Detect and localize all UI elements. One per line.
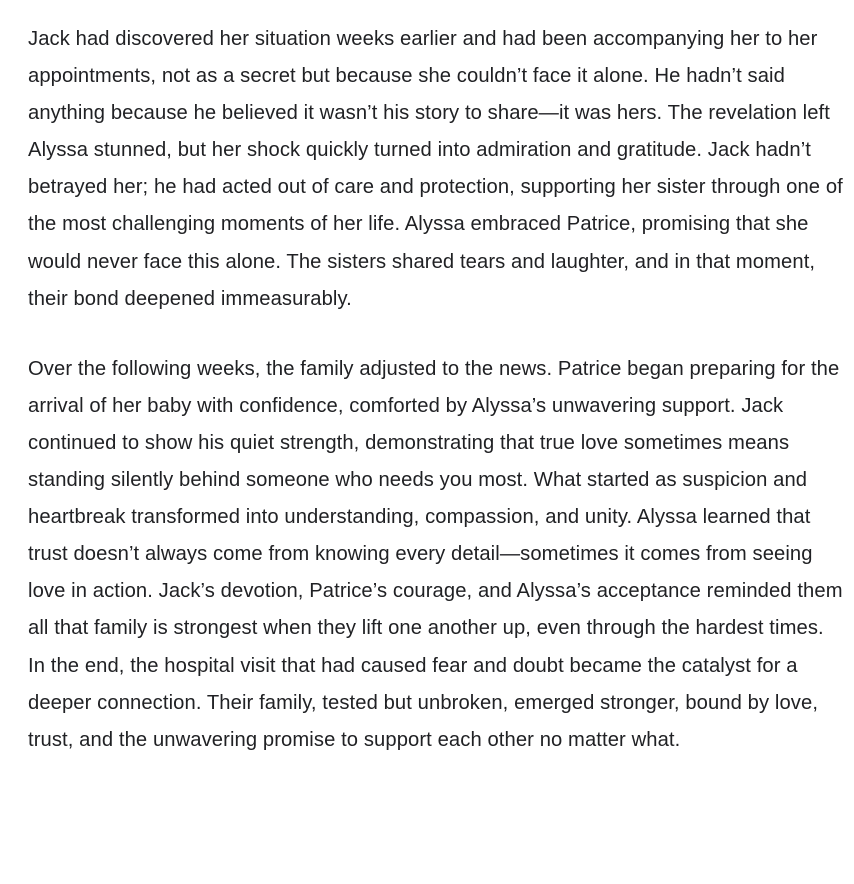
paragraph: Over the following weeks, the family adjusted to the news. Patrice began preparing for the arrival of her baby with confidence, comforted by Alyssa’s unwavering support. Jack continued to show his quiet strength, demonstrating that true love sometimes means standing silently behind someone who needs you most. What started as suspicion and heartbreak transformed into understanding, compassion, and unity. Alyssa learned that trust doesn’t always come from knowing every detail—sometimes it comes from seeing love in action. Jack’s devotion, Patrice’s courage, and Alyssa’s acceptance reminded them all that family is strongest when they lift one another up, even through the hardest times. In the end, the hospital visit that had caused fear and doubt became the catalyst for a deeper connection. Their family, tested but unbroken, emerged stronger, bound by love, trust, and the unwavering promise to support each other no matter what.	[28, 357, 843, 751]
paragraph: Jack had discovered her situation weeks earlier and had been accompanying her to her appointments, not as a secret but because she couldn’t face it alone. He hadn’t said anything because he believed it wasn’t his story to share—it was hers. The revelation left Alyssa stunned, but her shock quickly turned into admiration and gratitude. Jack hadn’t betrayed her; he had acted out of care and protection, supporting her sister through one of the most challenging moments of her life. Alyssa embraced Patrice, promising that she would never face this alone. The sisters shared tears and laughter, and in that moment, their bond deepened immeasurably.	[28, 28, 843, 310]
